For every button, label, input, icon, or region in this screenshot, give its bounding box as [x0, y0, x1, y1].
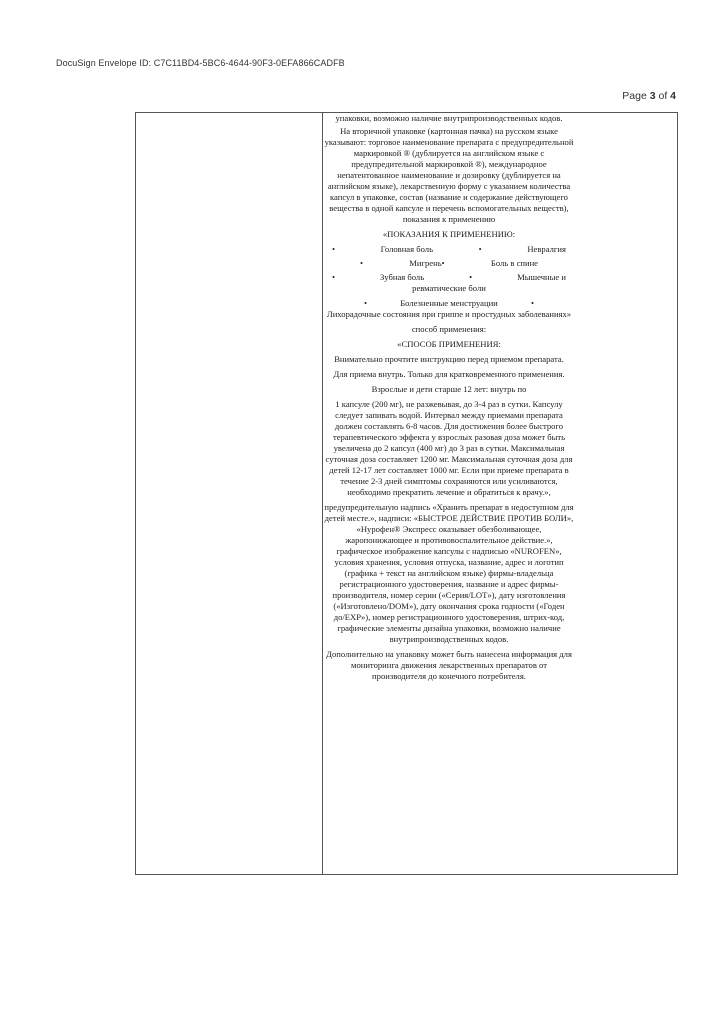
list-item: Болезненные менструации	[400, 298, 498, 308]
paragraph: предупредительную надпись «Хранить препарат в недоступном для детей месте.», надписи: «БЫСТРОЕ ДЕЙСТВИЕ ПРОТИВ БОЛИ», «Нурофен® Экспресс оказывает обезболивающее, жаропонижающее и противовоспалительное действие.», графическое изображение капсулы с надписью «NUROFEN», условия хранения, условия отпуска, название, адрес и логотип (графика + текст на английском языке) фирмы-владельца регистрационного удостоверения, название и адрес фирмы-производителя, номер серии («Серия/LOT»), дату изготовления («Изготовлено/DOM»), дату окончания срока годности («Годен до/EXP»), номер регистрационного удостоверения, штрих-код, графические элементы дизайна упаковки, возможно наличие внутрипроизводственных кодов.	[324, 502, 574, 644]
paragraph: способ применения:	[411, 324, 487, 334]
bullet-icon: •	[360, 258, 364, 268]
bullet-row	[324, 272, 574, 283]
bullet-icon: •	[469, 272, 473, 282]
bullet-icon: •	[530, 298, 534, 308]
indications-heading: «ПОКАЗАНИЯ К ПРИМЕНЕНИЮ:	[382, 229, 516, 239]
list-item: Зубная боль	[379, 272, 425, 282]
page-prefix: Page	[622, 90, 650, 102]
bullet-icon: •	[332, 272, 336, 282]
list-item: ревматические боли	[412, 283, 486, 293]
table-column-divider	[322, 112, 323, 875]
page-of: of	[655, 90, 671, 102]
paragraph: Для приема внутрь. Только для кратковременного применения.	[333, 369, 565, 379]
list-item: Боль в спине	[490, 258, 538, 268]
method-heading: «СПОСОБ ПРИМЕНЕНИЯ:	[397, 339, 501, 349]
list-item: Мышечные и	[517, 272, 566, 282]
bullet-icon: •	[332, 244, 336, 254]
bullet-row	[324, 244, 574, 255]
list-item: Головная боль	[380, 244, 433, 254]
paragraph: Взрослые и дети старше 12 лет: внутрь по	[371, 384, 527, 394]
bullet-icon: •	[478, 244, 482, 254]
paragraph: упаковки, возможно наличие внутрипроизводственных кодов.	[335, 113, 563, 123]
page-number	[622, 90, 676, 102]
table-cell-content	[324, 113, 574, 873]
bullet-icon: •	[364, 298, 368, 308]
paragraph: На вторичной упаковке (картонная пачка) на русском языке указывают: торговое наименование препарата с предупредительной маркировкой ® (дублируется на английском языке с предупредительной маркировкой ®), международное непатентованное наименование и дозировку (дублируется на английском языке), лекарственную форму с указанием количества капсул в упаковке, состав (название и содержание действующего вещества в одной капсуле и перечень вспомогательных веществ), показания к применению	[324, 126, 574, 224]
bullet-row	[324, 258, 574, 269]
list-item: Лихорадочные состояния при гриппе и простудных заболеваниях»	[326, 309, 572, 319]
paragraph: Дополнительно на упаковку может быть нанесена информация для мониторинга движения лекарственных препаратов от производителя до конечного потребителя.	[326, 649, 572, 681]
paragraph: 1 капсуле (200 мг), не разжевывая, до 3-4 раз в сутки. Капсулу следует запивать водой. Интервал между приемами препарата должен составлять 6-8 часов. Для достижения более быстрого терапевтического эффекта у взрослых разовая доза может быть увеличена до 2 капсул (400 мг) до 3 раз в сутки. Максимальная суточная доза составляет 1200 мг. Максимальная суточная доза для детей 12-17 лет составляет 1000 мг. Если при приеме препарата в течение 2-3 дней симптомы сохраняются или усиливаются, необходимо прекратить лечение и обратиться к врачу.»,	[325, 399, 573, 497]
paragraph: Внимательно прочтите инструкцию перед приемом препарата.	[334, 354, 564, 364]
list-item: Невралгия	[527, 244, 566, 254]
page-current: 3	[649, 90, 656, 102]
envelope-id: DocuSign Envelope ID: C7C11BD4-5BC6-4644-90F3-0EFA866CADFB	[56, 58, 345, 68]
page-total: 4	[670, 90, 676, 102]
bullet-row	[324, 298, 574, 309]
list-item: Мигрень•	[409, 258, 445, 268]
